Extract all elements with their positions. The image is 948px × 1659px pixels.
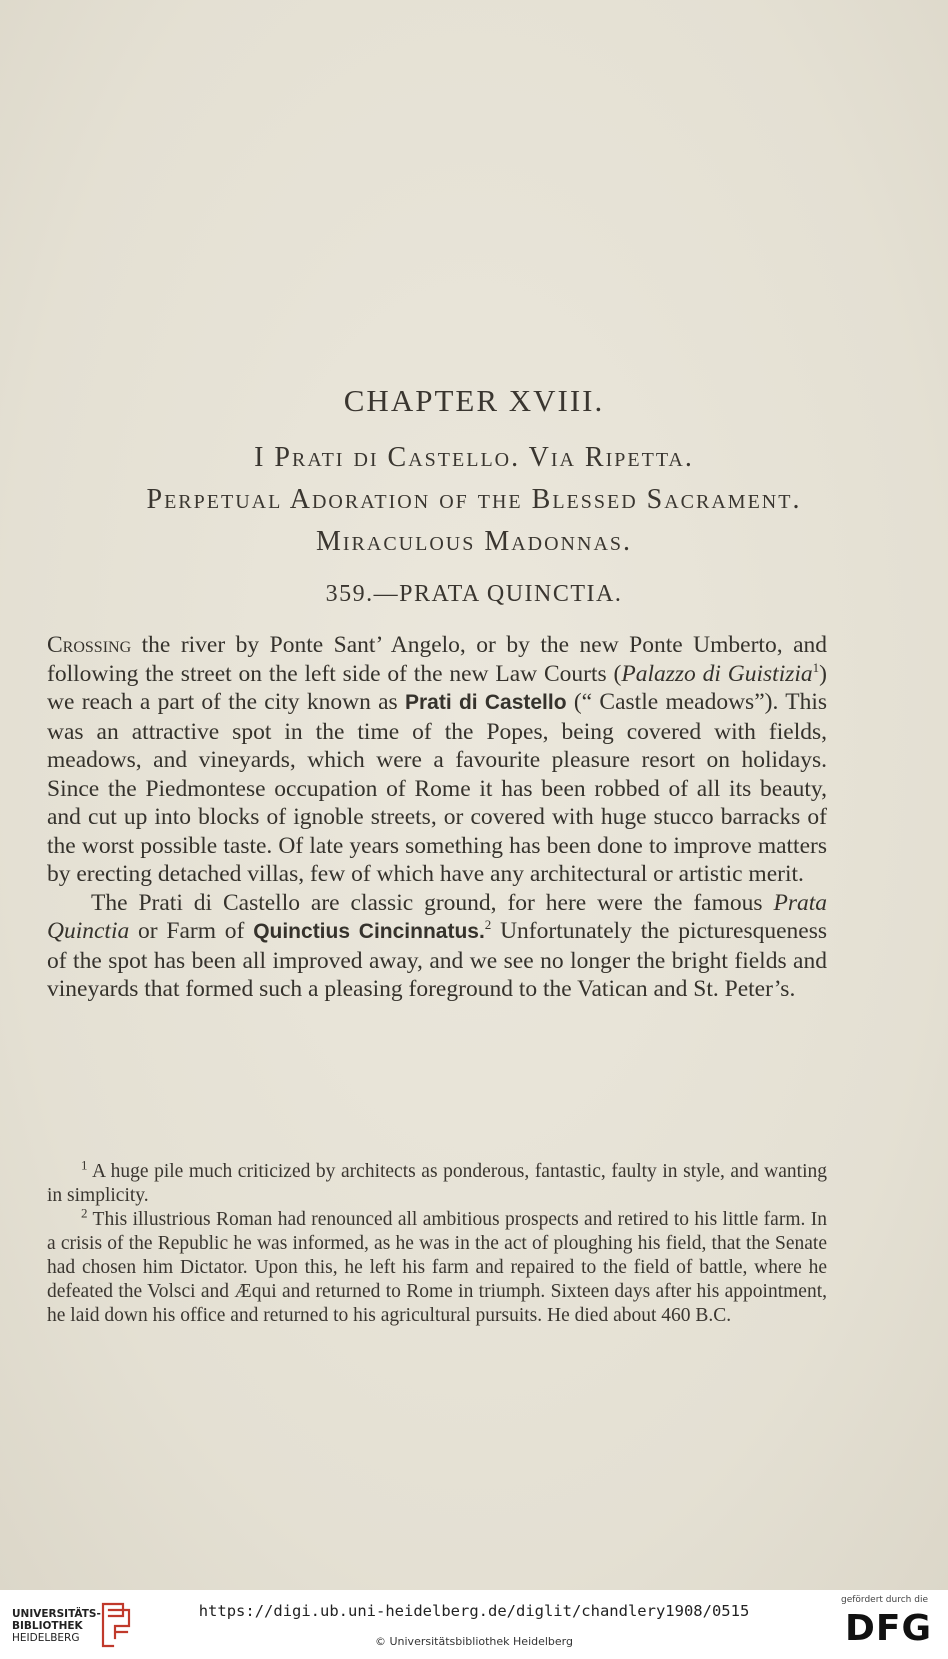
paragraph-1 xyxy=(47,631,827,889)
footer-bar xyxy=(0,1590,948,1659)
text-run: Unfortunately the picturesqueness of the spot has been all improved away, and we see no longer the bright fields and vineyards that formed such a pleasing foreground to the Vatican and St. Peter’s. xyxy=(47,918,827,1002)
footnote-number: 1 xyxy=(81,1157,88,1173)
lead-word: Crossing xyxy=(47,632,132,658)
footnote-text: A huge pile much criticized by architects as ponderous, fantastic, faulty in style, and wanting in simplicity. xyxy=(47,1161,827,1206)
subheading-3: Miraculous Madonnas. xyxy=(315,526,633,557)
footnote-text: This illustrious Roman had renounced all ambitious prospects and retired to his little farm. In a crisis of the Republic he was informed, as he was in the act of ploughing his field, that the Senate had chosen him Dictator. Upon this, he left his farm and repaired to the field of battle, where he defeated the Volsci and Æqui and returned to Rome in triumph. Sixteen days after his appointment, he laid down his office and returned to his agricultural pursuits. He died about 460 xyxy=(47,1209,827,1326)
subheading-2: Perpetual Adoration of the Blessed Sacrament. xyxy=(146,484,802,515)
italic-term: Palazzo di Guistizia xyxy=(621,660,813,687)
subheading-1: I Prati di Castello. Via Ripetta. xyxy=(254,442,694,473)
dfg-logo: DFG xyxy=(844,1608,932,1649)
permalink-url[interactable]: https://digi.ub.uni-heidelberg.de/diglit/chandlery1908/0515 xyxy=(198,1602,750,1620)
library-line: HEIDELBERG xyxy=(12,1632,80,1644)
footnote-2 xyxy=(47,1205,827,1328)
footnote-ref-1: 1 xyxy=(812,659,820,675)
footnotes xyxy=(47,1157,827,1328)
era-abbr: B.C. xyxy=(695,1305,732,1326)
text-run: ) we reach a part of the city known as xyxy=(47,660,827,715)
text-run: The Prati di Castello are classic ground, for here were the famous xyxy=(91,889,774,916)
text-run: or Farm of xyxy=(129,918,254,944)
body-text xyxy=(47,631,827,1004)
section-heading: 359.—PRATA QUINCTIA. xyxy=(325,581,623,607)
footnote-ref-2: 2 xyxy=(484,917,492,933)
footnote-1 xyxy=(47,1157,827,1208)
paragraph-2 xyxy=(47,889,827,1004)
bold-term: Quinctius Cincinnatus. xyxy=(253,920,485,943)
footnote-number: 2 xyxy=(81,1205,88,1221)
text-run: the river by Ponte Sant’ Angelo, or by the new Ponte Umberto, and following the street on the left side of the new Law Courts ( xyxy=(47,632,827,687)
copyright-notice: © Universitätsbibliothek Heidelberg xyxy=(374,1635,573,1648)
text-run: (“ Castle meadows”). This was an attractive spot in the time of the Popes, being covered with fields, meadows, and vineyards, which were a favourite pleasure resort on holidays. Since the Piedmontese occupation of Rome it has been robbed of all its beauty, and cut up into blocks of ignoble streets, or covered with huge stucco barracks of the worst possible taste. Of late years something has been done to improve matters by erecting detached villas, few of which have any architectural or artistic merit. xyxy=(47,689,827,887)
library-line: UNIVERSITÄTS- xyxy=(12,1608,101,1620)
chapter-heading: CHAPTER XVIII. xyxy=(343,383,605,418)
italic-term: Prata Quinctia xyxy=(47,889,827,944)
bold-term: Prati di Castello xyxy=(405,691,567,714)
funded-by-label: gefördert durch die xyxy=(841,1595,928,1605)
library-line: BIBLIOTHEK xyxy=(12,1620,83,1632)
